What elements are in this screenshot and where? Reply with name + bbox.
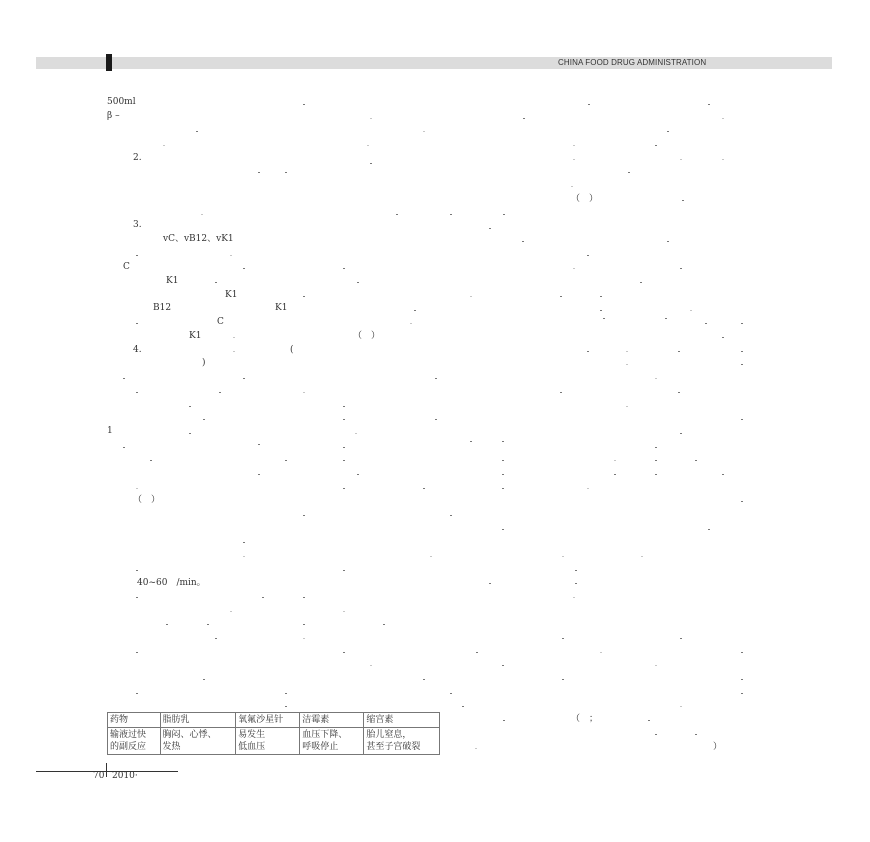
table-row	[108, 728, 440, 755]
footer-rule	[36, 771, 178, 772]
number-one: 1	[107, 426, 113, 436]
table-header-cell: 洁霉素	[300, 713, 364, 728]
table-header-cell: 药物	[108, 713, 161, 728]
table-header-cell: 氧氟沙星针	[236, 713, 300, 728]
page-number: 70	[93, 771, 105, 781]
bracket-text-3: （ ）	[133, 495, 161, 505]
bracket-text-1: （ ）	[571, 194, 599, 204]
right-paren-text: （ ；	[571, 714, 599, 724]
paren-close: )	[202, 358, 206, 368]
vitamin-c-text: C	[123, 262, 130, 272]
table-cell: 易发生 低血压	[236, 728, 300, 755]
table-cell: 血压下降、 呼吸停止	[300, 728, 364, 755]
item-number-4: 4.	[133, 345, 142, 355]
table-row	[108, 713, 440, 728]
header-marker	[106, 54, 112, 71]
table-header-cell: 缩宫素	[364, 713, 440, 728]
table-cell: 胸闷、心悸、 发热	[160, 728, 236, 755]
journal-title: CHINA FOOD DRUG ADMINISTRATION	[558, 58, 707, 67]
rate-text: 40~60 /min。	[137, 578, 206, 588]
side-effects-table	[107, 712, 440, 755]
vitamin-b12-text: B12	[153, 303, 172, 313]
paren-open: (	[290, 345, 294, 355]
vitamins-text: vC、vB12、vK1	[163, 234, 234, 244]
vitamin-k1-text-a: K1	[166, 276, 179, 286]
issue-year: 2010·	[112, 771, 138, 781]
table-cell: 输液过快 的副反应	[108, 728, 161, 755]
bracket-text-2: （ ）	[353, 331, 381, 341]
beta-text: β –	[107, 111, 120, 121]
table-header-cell: 脂肪乳	[160, 713, 236, 728]
vitamin-k1-text-c: K1	[275, 303, 288, 313]
volume-text: 500ml	[107, 97, 136, 107]
table-cell: 胎儿窒息， 甚至子宫破裂	[364, 728, 440, 755]
header-band	[36, 57, 832, 69]
vitamin-k1-text-b: K1	[225, 290, 238, 300]
vitamin-k1-text-d: K1	[189, 331, 202, 341]
item-number-3: 3.	[133, 220, 142, 230]
footer-divider	[106, 763, 107, 777]
final-paren: ）	[713, 742, 723, 752]
item-number-2: 2.	[133, 153, 142, 163]
vitamin-c-text-2: C	[217, 317, 224, 327]
